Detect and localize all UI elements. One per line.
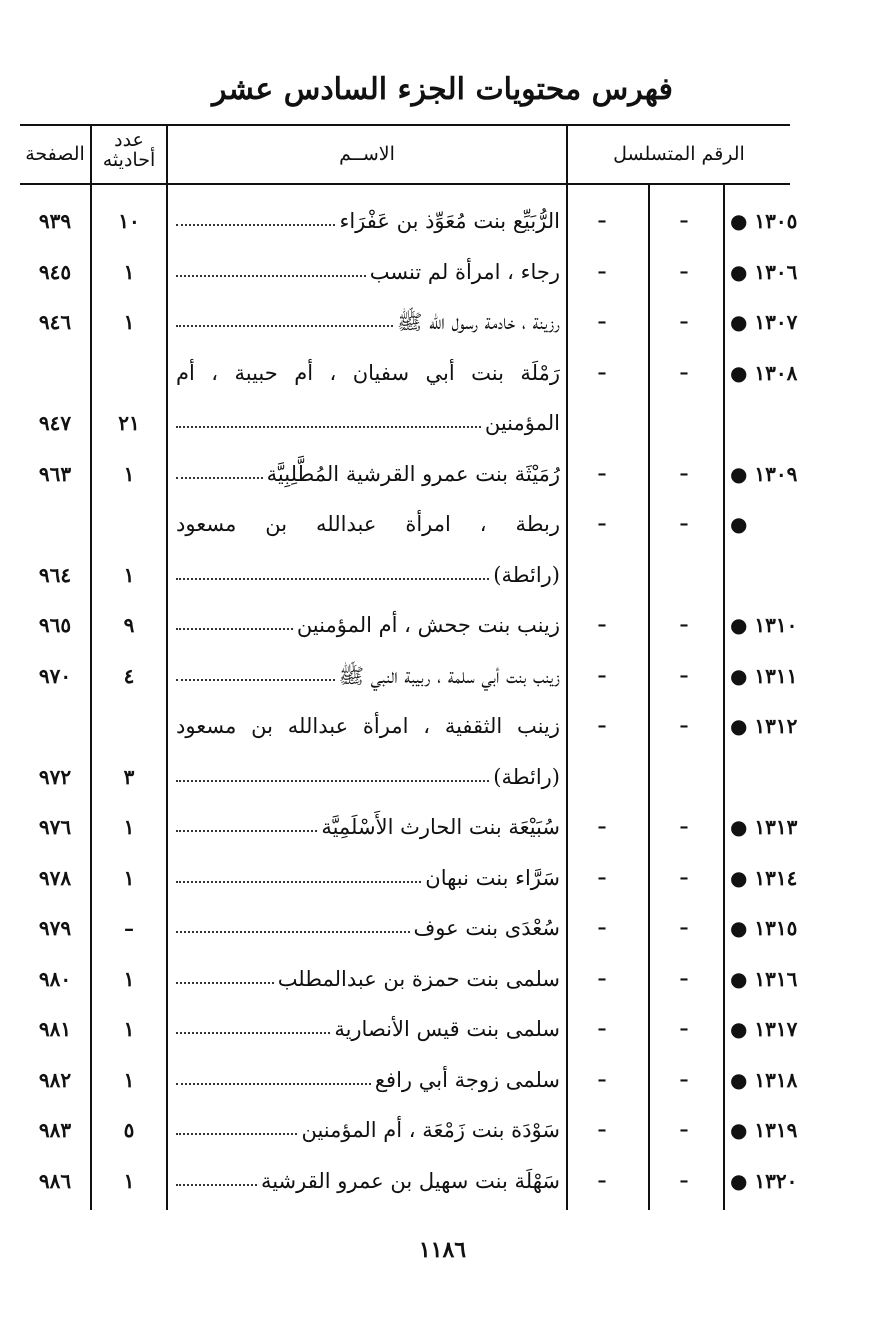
row-page: ٩٨٣ [38,1118,72,1142]
row-hadith-count [92,499,166,549]
row-page: ٩٧٩ [38,916,72,940]
header-count-line2: أحاديثه [102,149,156,171]
leader-dots [176,426,481,428]
row-dash-2: – [679,513,689,534]
row-page [20,701,90,751]
row-dash-1: – [597,614,607,635]
table-row [0,954,885,1004]
row-name [176,449,560,499]
table-row [0,398,885,448]
row-dash-1: – [597,311,607,332]
leader-dots [176,325,393,327]
row-dash-2 [674,752,694,802]
row-dash-1 [592,752,612,802]
row-dash-1: – [597,210,607,231]
row-page: ٩٨٦ [38,1168,72,1193]
row-dash-1: – [597,361,607,383]
row-serial: ١٣٠٩ ● [730,461,798,486]
row-hadith-count: ١ [123,310,135,334]
table-top-rule [20,124,790,126]
table-row [0,1156,885,1206]
row-dash-2: – [679,866,689,888]
leader-dots [176,275,366,277]
row-name [176,1004,560,1054]
table-row [0,1055,885,1105]
row-name [176,903,560,953]
row-dash-2 [674,398,694,448]
table-row [0,651,885,701]
row-serial: ١٣١٢ ● [730,714,798,738]
leader-dots [176,1184,257,1186]
table-row [0,802,885,852]
row-serial: ١٣١١ ● [730,663,798,688]
leader-dots [176,628,293,630]
row-name-text: المؤمنين [484,411,560,435]
table-row [0,297,885,347]
row-dash-2: – [679,1169,689,1191]
table-row [0,701,885,751]
row-hadith-count: ١ [123,865,135,890]
row-hadith-count: ١٠ [118,209,140,233]
row-dash-1: – [597,917,607,938]
table-row [0,499,885,549]
row-page: ٩٤٥ [38,259,72,284]
row-dash-2: – [679,260,689,282]
row-name [176,348,560,398]
row-name [176,802,560,852]
row-serial: ١٣١٨ ● [730,1067,798,1092]
row-dash-1: – [597,260,607,282]
row-dash-2: – [679,462,689,484]
row-name [176,1055,560,1105]
row-name-text: سَوْدَة بنت زَمْعَة ، أم المؤمنين [301,1118,560,1142]
row-serial: ١٣١٦ ● [730,966,798,991]
row-serial: ١٣٠٦ ● [730,259,798,284]
row-dash-2: – [679,967,689,989]
row-dash-1: – [597,1169,607,1191]
table-row [0,196,885,246]
row-name [176,752,560,802]
row-dash-2: – [679,1119,689,1140]
leader-dots [176,1133,297,1135]
table-row [0,348,885,398]
row-page [20,348,90,398]
row-page [20,499,90,549]
row-hadith-count: ١ [123,461,135,486]
header-bottom-rule [20,183,790,185]
leader-dots [176,982,274,984]
row-name-text: زينب بنت جحش ، أم المؤمنين [296,613,560,637]
row-name-text: زينب الثقفية ، امرأة عبدالله بن مسعود [176,714,560,738]
row-hadith-count: ١ [123,259,135,284]
row-page: ٩٧٨ [38,865,72,890]
leader-dots [176,931,410,933]
row-dash-1: – [597,1018,607,1039]
leader-dots [176,224,335,226]
row-name [176,398,560,448]
row-serial: ١٣١٠ ● [730,613,798,637]
row-hadith-count: ٢١ [118,411,140,435]
row-dash-2: – [679,917,689,938]
row-page: ٩٨١ [38,1017,72,1041]
row-name-text: رُمَيْثَة بنت عمرو القرشية المُطَّلِبِيَّة [266,461,560,486]
row-name-text: ربطة ، امرأة عبدالله بن مسعود [176,512,560,536]
row-serial: ١٣٠٨ ● [730,360,798,385]
row-name-text: (رائطة) [493,764,560,789]
row-page: ٩٧٦ [38,815,72,839]
row-name [176,1105,560,1155]
row-dash-2: – [679,715,689,736]
row-page: ٩٤٧ [38,411,72,435]
table-row [0,550,885,600]
table-row [0,247,885,297]
row-hadith-count [92,701,166,751]
row-page: ٩٦٤ [38,562,72,587]
row-page: ٩٨٠ [38,966,72,991]
row-name-text: سلمى بنت حمزة بن عبدالمطلب [277,966,560,991]
page-number: ١١٨٦ [418,1237,467,1263]
leader-dots [176,1083,371,1085]
row-name-text: رَمْلَة بنت أبي سفيان ، أم حبيبة ، أم [176,360,560,385]
row-serial: ١٣١٩ ● [730,1118,798,1142]
row-hadith-count: ١ [123,562,135,587]
row-dash-1: – [597,513,607,534]
row-name-text: الرُّبَيِّع بنت مُعَوِّذ بن عَفْرَاء [339,209,560,233]
row-dash-2 [674,550,694,600]
row-dash-2: – [679,816,689,837]
row-serial [730,550,810,600]
row-dash-2: – [679,361,689,383]
row-hadith-count: ١ [123,1168,135,1193]
row-hadith-count: ١ [123,815,135,839]
row-page: ٩٨٢ [38,1067,72,1092]
row-hadith-count: ٥ [123,1118,135,1142]
header-serial: الرقم المتسلسل [613,143,745,165]
row-serial: ١٣٠٥ ● [730,209,798,233]
row-name [176,297,560,347]
row-name-text: سُبَيْعَة بنت الحارث الأَسْلَمِيَّة [321,815,560,839]
leader-dots [176,780,489,782]
row-dash-2: – [679,210,689,231]
row-hadith-count: ١ [123,966,135,991]
row-name-text: سلمى زوجة أبي رافع [374,1067,560,1092]
row-name-text: سُعْدَى بنت عوف [413,916,560,940]
table-row [0,1004,885,1054]
row-page: ٩٧٠ [38,663,72,688]
leader-dots [176,830,317,832]
leader-dots [176,679,335,681]
table-row [0,600,885,650]
row-name [176,954,560,1004]
row-page: ٩٤٦ [38,310,72,334]
row-name [176,499,560,549]
row-page: ٩٦٥ [38,613,72,637]
row-name [176,550,560,600]
row-dash-1: – [597,816,607,837]
row-serial: ١٣١٣ ● [730,815,798,839]
row-name-text: سَهْلَة بنت سهيل بن عمرو القرشية [260,1168,560,1193]
row-dash-1: – [597,1068,607,1090]
leader-dots [176,1032,330,1034]
row-dash-1: – [597,462,607,484]
row-dash-1: – [597,664,607,686]
row-serial: ١٣٢٠ ● [730,1168,798,1193]
row-name [176,600,560,650]
row-hadith-count: ١ [123,1017,135,1041]
table-row [0,1105,885,1155]
row-name-text: سَرَّاء بنت نبهان [425,865,560,890]
header-name: الاســم [339,143,395,165]
row-name-text: رجاء ، امرأة لم تنسب [369,259,560,284]
row-dash-1: – [597,715,607,736]
row-serial [730,398,810,448]
row-dash-2: – [679,1018,689,1039]
row-name-text: زينب بنت أبي سلمة ، ربيبة النبي ﷺ [338,663,560,688]
row-dash-2: – [679,311,689,332]
row-dash-1 [592,398,612,448]
row-name [176,247,560,297]
row-name [176,701,560,751]
table-row [0,752,885,802]
row-dash-1: – [597,967,607,989]
header-count-line1: عدد [114,129,144,151]
table-row [0,853,885,903]
leader-dots [176,477,263,479]
row-hadith-count: ٤ [123,663,135,688]
table-row [0,449,885,499]
row-dash-2: – [679,664,689,686]
row-dash-1: – [597,1119,607,1140]
row-hadith-count: – [124,916,134,940]
row-dash-1 [592,550,612,600]
row-serial: ١٣٠٧ ● [730,310,798,334]
row-name-text: (رائطة) [493,562,560,587]
header-count [92,130,166,170]
row-hadith-count: ١ [123,1067,135,1092]
row-serial: ١٣١٤ ● [730,865,798,890]
row-hadith-count [92,348,166,398]
page-title: فهرس محتويات الجزء السادس عشر [212,72,673,107]
row-page: ٩٦٣ [38,461,72,486]
row-name [176,196,560,246]
row-hadith-count: ٣ [123,764,135,789]
row-hadith-count: ٩ [123,613,135,637]
row-serial: ● [730,512,748,536]
row-name-text: سلمى بنت قيس الأنصارية [334,1017,560,1041]
row-dash-2: – [679,614,689,635]
leader-dots [176,578,489,580]
row-dash-1: – [597,866,607,888]
row-page: ٩٧٢ [38,764,72,789]
row-dash-2: – [679,1068,689,1090]
row-name-text: رزينة ، خادمة رسول الله ﷺ [397,310,560,334]
leader-dots [176,881,421,883]
row-serial [730,752,810,802]
row-name [176,1156,560,1206]
row-page: ٩٣٩ [38,209,72,233]
table-row [0,903,885,953]
row-serial: ١٣١٥ ● [730,916,798,940]
header-page: الصفحة [25,143,85,165]
row-name [176,853,560,903]
row-name [176,651,560,701]
row-serial: ١٣١٧ ● [730,1017,798,1041]
